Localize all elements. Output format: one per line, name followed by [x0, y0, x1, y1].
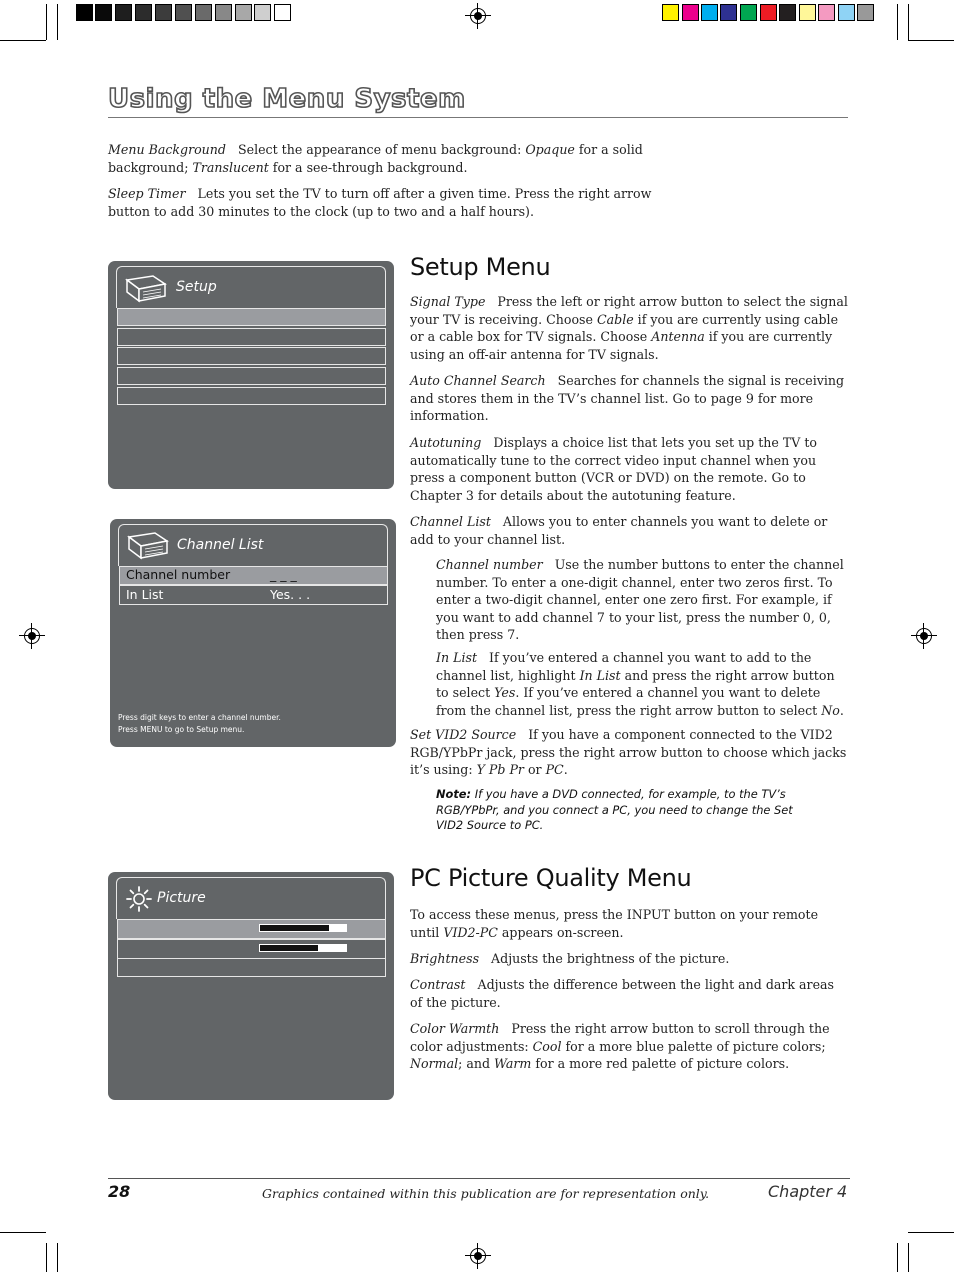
contrast-paragraph: Contrast Adjusts the difference between the light and dark areas of the picture. — [410, 977, 834, 1010]
registration-mark-icon — [916, 628, 932, 644]
setup-menu-row[interactable] — [117, 367, 386, 385]
setup-screen-title: Setup — [176, 279, 217, 295]
auto-channel-search-paragraph: Auto Channel Search Searches for channels the signal is receiving and stores them in the TV’s channel list. Go to page 9 for more information. — [410, 373, 845, 423]
setup-menu-row[interactable] — [117, 387, 386, 405]
picture-menu-row[interactable] — [117, 958, 386, 977]
crop-mark — [57, 4, 58, 40]
brightness-slider[interactable] — [259, 924, 347, 932]
setup-menu-row[interactable] — [117, 328, 386, 346]
crop-mark — [908, 40, 954, 41]
footer-divider — [108, 1178, 850, 1179]
title-divider — [108, 117, 848, 118]
crop-mark — [908, 4, 909, 40]
channel-list-hint: Press digit keys to enter a channel number. Press MENU to go to Setup menu. — [118, 713, 281, 734]
menu-background-paragraph: Menu Background Select the appearance of menu background: Opaque for a solid background; Translucent for a see-through background. — [108, 142, 643, 175]
registration-mark-icon — [24, 628, 40, 644]
pc-intro-paragraph: To access these menus, press the INPUT button on your remote until VID2-PC appears on-screen. — [410, 907, 819, 940]
chapter-label: Chapter 4 — [768, 1182, 848, 1201]
channel-list-paragraph: Channel List Allows you to enter channels you want to delete or add to your channel list. — [410, 514, 828, 547]
crop-mark — [0, 40, 46, 41]
channel-number-paragraph: Channel number Use the number buttons to enter the channel number. To enter a one-digit channel, enter two zeros first. To enter a two-digit channel, enter one zero first. For example, if you want to add channel 7 to your list, press the number 0, 0, then press 7. — [436, 557, 844, 642]
vid2-note: Note: If you have a DVD connected, for example, to the TV’s RGB/YPbPr, and you connect a PC, you need to change the Set VID2 Source to PC. — [436, 787, 793, 832]
channel-number-value: _ _ _ — [270, 567, 297, 582]
color-warmth-paragraph: Color Warmth Press the right arrow button to scroll through the color adjustments: Cool for a more blue palette of picture colors; Normal; and Warm for a more red palette of picture colors. — [410, 1021, 830, 1071]
registration-mark-icon — [470, 8, 486, 24]
contrast-slider[interactable] — [259, 944, 347, 952]
in-list-paragraph: In List If you’ve entered a channel you want to add to the channel list, highlight In List and press the right arrow button to select Yes. If you’ve entered a channel you want to delete from the channel list, press the right arrow button to select No. — [436, 650, 844, 718]
page-title: Using the Menu System — [108, 84, 466, 114]
setup-menu-row[interactable] — [117, 347, 386, 365]
crop-mark — [908, 1243, 909, 1272]
in-list-value: Yes. . . — [270, 587, 311, 602]
brightness-paragraph: Brightness Adjusts the brightness of the picture. — [410, 951, 730, 966]
crop-mark — [897, 1243, 898, 1272]
pc-picture-heading: PC Picture Quality Menu — [410, 864, 692, 892]
channel-list-screen-title: Channel List — [177, 537, 264, 553]
registration-mark-icon — [470, 1248, 486, 1264]
setup-tv-icon — [123, 272, 169, 304]
picture-screen-title: Picture — [157, 890, 206, 906]
page-number: 28 — [108, 1182, 131, 1201]
channel-number-label: Channel number — [126, 567, 231, 582]
crop-mark — [46, 4, 47, 40]
crop-mark — [908, 1232, 954, 1233]
sleep-timer-paragraph: Sleep Timer Lets you set the TV to turn off after a given time. Press the right arrow button to add 30 minutes to the clock (up to two and a half hours). — [108, 186, 652, 219]
setup-menu-heading: Setup Menu — [410, 253, 551, 281]
crop-mark — [897, 4, 898, 40]
channel-list-tv-icon — [125, 529, 171, 561]
signal-type-paragraph: Signal Type Press the left or right arrow button to select the signal your TV is receiving. Choose Cable if you are currently using cable or a cable box for TV signals. Choose Antenna if you are currently using an off-air antenna for TV signals. — [410, 294, 848, 362]
autotuning-paragraph: Autotuning Displays a choice list that lets you set up the TV to automatically tune to the correct video input channel when you press a component button (VCR or DVD) on the remote. Go to Chapter 3 for details about the autotuning feature. — [410, 435, 817, 503]
set-vid2-paragraph: Set VID2 Source If you have a component connected to the VID2 RGB/YPbPr jack, press the right arrow button to choose which jacks it’s using: Y Pb Pr or PC. — [410, 727, 847, 777]
setup-menu-row[interactable] — [117, 308, 386, 326]
crop-mark — [0, 1232, 46, 1233]
footer-disclaimer: Graphics contained within this publication are for representation only. — [262, 1186, 710, 1201]
crop-mark — [57, 1243, 58, 1272]
in-list-label: In List — [126, 587, 164, 602]
crop-mark — [46, 1243, 47, 1272]
picture-sun-icon — [125, 885, 153, 913]
